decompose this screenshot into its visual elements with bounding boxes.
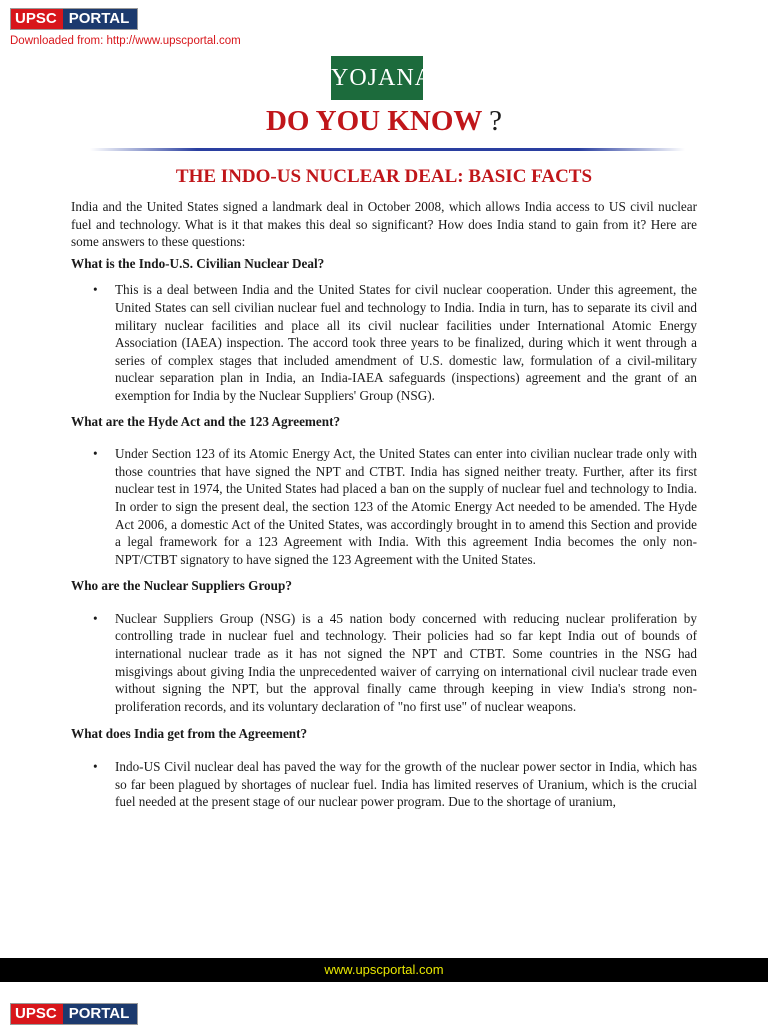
section-answer [71, 281, 697, 404]
answer-text: This is a deal between India and the United States for civil nuclear cooperation. Under this agreement, the United States can sell civilian nuclear fuel and technology to India. India in turn, has to separate its civil and military nuclear facilities and place all its civil nuclear facilities under International Atomic Energy Association (IAEA) inspection. The accord took three years to be finalized, during which it went through a series of complex stages that included amendment of U.S. domestic law, formulation of a civil-military nuclear separation plan in India, an India-IAEA safeguards (inspections) agreement and the grant of an exemption for India by the Nuclear Suppliers' Group (NSG). [115, 282, 697, 403]
page-heading [0, 103, 768, 139]
answer-text: Indo-US Civil nuclear deal has paved the way for the growth of the nuclear power sector in India, which has so far been plagued by shortages of nuclear fuel. India has limited reserves of Uranium, which is the crucial fuel needed at the present stage of our nuclear power program. Due to the shortage of uranium, [115, 759, 697, 810]
section-question: What is the Indo-U.S. Civilian Nuclear Deal? [71, 255, 325, 271]
footer-url-link[interactable]: www.upscportal.com [324, 962, 444, 977]
downloaded-from-link[interactable]: Downloaded from: http://www.upscportal.com [10, 35, 241, 47]
footer-bar [0, 958, 768, 982]
logo-upsc: UPSC [11, 1004, 63, 1024]
bullet-icon: • [93, 282, 98, 298]
upsc-portal-logo-bottom [10, 1003, 138, 1025]
section-answer [71, 445, 697, 568]
yojana-logo: YOJANA [331, 56, 423, 100]
article-body [71, 198, 697, 811]
answer-text: Nuclear Suppliers Group (NSG) is a 45 nation body concerned with reducing nuclear proliferation by controlling trade in nuclear fuel and technology. Their policies had so far kept India out of bounds of international nuclear trade as it has not signed the NPT and CTBT. Some countries in the NSG had misgivings about giving India the unprecedented waiver of carrying on international civil nuclear trade even without signing the NPT, but the approval finally came through keeping in view India's strong non-proliferation records, and its voluntary declaration of "no first use" of nuclear weapons. [115, 610, 697, 714]
section-question: What does India get from the Agreement? [71, 726, 308, 742]
section-question: Who are the Nuclear Suppliers Group? [71, 578, 292, 594]
bullet-icon: • [93, 759, 98, 775]
section-answer [71, 758, 697, 811]
logo-upsc: UPSC [11, 9, 63, 29]
upsc-portal-logo [10, 8, 138, 30]
section-answer [71, 610, 697, 716]
heading-text: DO YOU KNOW [265, 105, 482, 137]
bullet-icon: • [93, 446, 98, 462]
bullet-icon: • [93, 610, 98, 626]
intro-paragraph: India and the United States signed a landmark deal in October 2008, which allows India access to US civil nuclear fuel and technology. What is it that makes this deal so significant? How does India stand to gain from it? Here are some answers to these questions: [71, 199, 697, 250]
logo-portal: PORTAL [63, 9, 138, 29]
article-title: THE INDO-US NUCLEAR DEAL: BASIC FACTS [175, 166, 593, 187]
section-question: What are the Hyde Act and the 123 Agreement? [71, 413, 341, 429]
logo-portal: PORTAL [63, 1004, 138, 1024]
heading-question-mark: ? [489, 105, 503, 137]
answer-text: Under Section 123 of its Atomic Energy Act, the United States can enter into civilian nuclear trade only with those countries that have signed the NPT and CTBT. India has signed neither treaty. Further, after its first nuclear test in 1974, the United States had placed a ban on the supply of nuclear fuel and technology to India. In order to sign the present deal, the section 123 of the Atomic Energy Act needed to be amended. The Hyde Act 2006, a domestic Act of the United States, was accordingly brought in to amend this Section and provide a legal framework for a 123 Agreement with India. With this agreement India becomes the only non-NPT/CTBT signatory to have signed the 123 Agreement with the United States. [115, 446, 697, 567]
divider-rule [90, 148, 685, 151]
